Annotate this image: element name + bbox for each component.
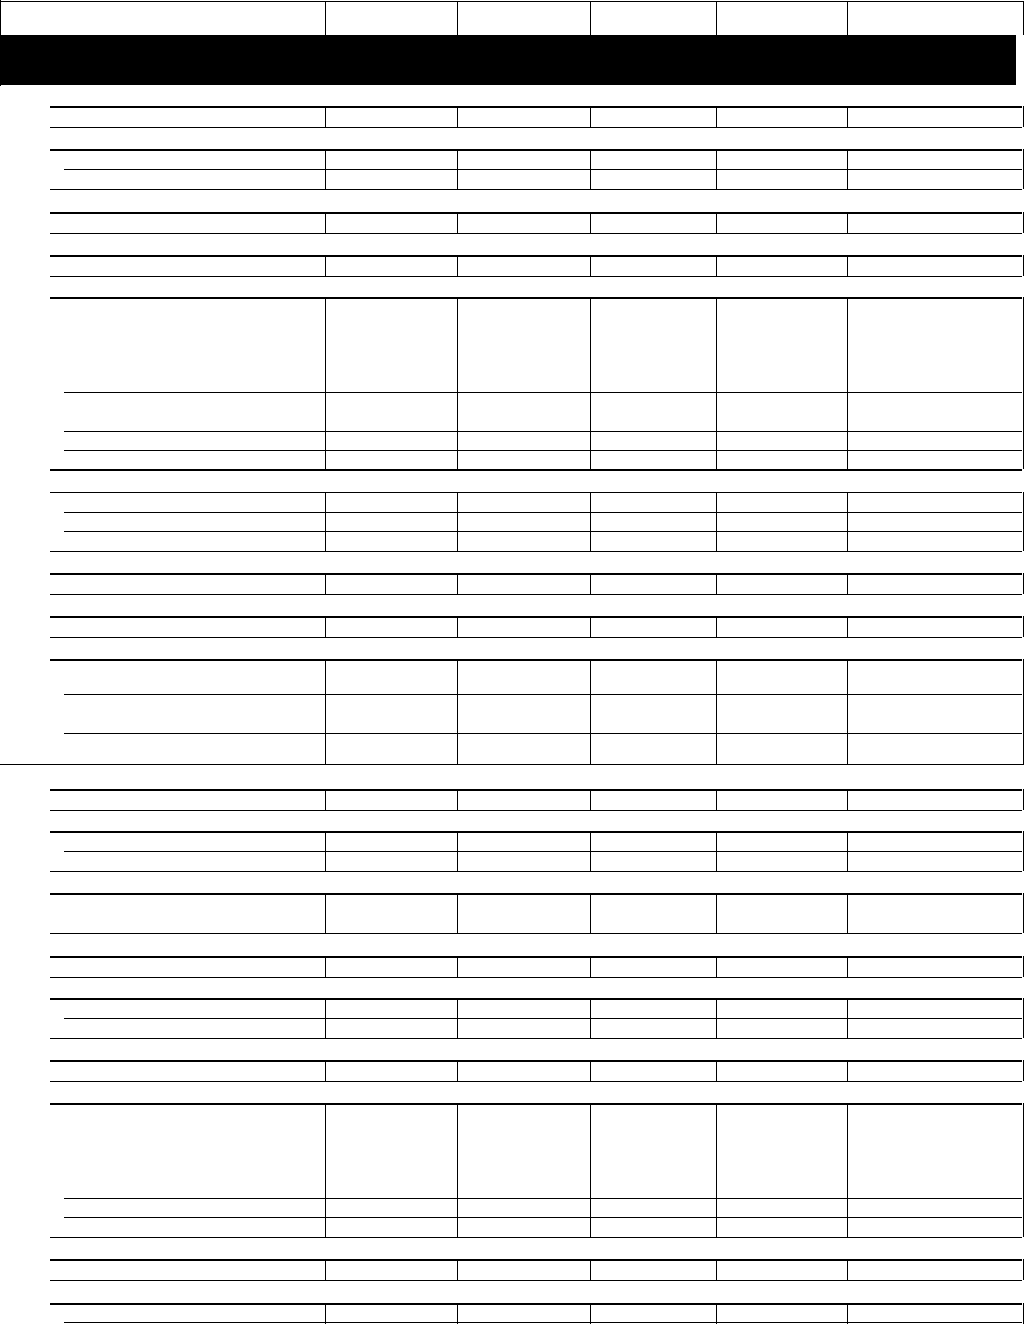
row-rule [50, 831, 1022, 833]
column-divider [847, 212, 848, 233]
column-divider [457, 998, 458, 1038]
column-divider [325, 492, 326, 551]
column-divider [716, 106, 717, 127]
column-divider [847, 789, 848, 810]
row-rule [50, 106, 1022, 108]
column-divider [590, 106, 591, 127]
column-divider [847, 956, 848, 977]
column-divider [716, 1259, 717, 1280]
column-divider [457, 956, 458, 977]
row-rule [50, 871, 1022, 872]
column-divider [716, 998, 717, 1038]
row-rule [50, 637, 1022, 638]
row-rule [50, 616, 1022, 618]
column-divider [590, 573, 591, 594]
column-divider [590, 956, 591, 977]
row-rule [50, 933, 1022, 934]
column-divider [457, 212, 458, 233]
column-divider [716, 1060, 717, 1081]
row-rule [64, 169, 1022, 170]
header-divider [590, 1, 591, 35]
column-divider [325, 255, 326, 276]
column-divider [590, 1103, 591, 1237]
row-rule [50, 212, 1022, 214]
section-title-bar [0, 35, 1016, 85]
row-rule [50, 998, 1022, 1000]
column-divider [847, 1103, 848, 1237]
row-rule [50, 810, 1022, 811]
column-divider [716, 573, 717, 594]
row-rule [64, 531, 1022, 532]
header-divider [847, 1, 848, 35]
row-rule [50, 1060, 1022, 1062]
column-divider [457, 616, 458, 637]
row-rule [64, 1217, 1022, 1218]
row-rule [50, 149, 1022, 151]
column-divider [716, 831, 717, 871]
row-rule [64, 450, 1022, 451]
column-divider [325, 1060, 326, 1081]
row-rule [64, 694, 1022, 695]
row-rule [50, 127, 1022, 128]
column-divider [457, 1303, 458, 1324]
row-rule [50, 189, 1022, 190]
column-divider [325, 1103, 326, 1237]
column-divider [457, 1103, 458, 1237]
row-rule [50, 594, 1022, 595]
row-rule [50, 469, 1022, 471]
row-rule [50, 255, 1022, 257]
column-divider [325, 573, 326, 594]
column-divider [716, 1303, 717, 1324]
row-rule [50, 233, 1022, 234]
column-divider [590, 149, 591, 189]
row-rule [64, 851, 1022, 852]
column-divider [847, 1060, 848, 1081]
column-divider [457, 831, 458, 871]
column-divider [847, 492, 848, 551]
left-border [0, 0, 1, 86]
column-divider [847, 573, 848, 594]
column-divider [457, 659, 458, 764]
row-rule [50, 1259, 1022, 1261]
column-divider [590, 492, 591, 551]
column-divider [325, 616, 326, 637]
column-divider [457, 297, 458, 469]
row-rule [50, 573, 1022, 575]
column-divider [590, 255, 591, 276]
row-rule [50, 1280, 1022, 1281]
column-divider [590, 297, 591, 469]
header-divider [325, 1, 326, 35]
row-rule [50, 1237, 1022, 1238]
column-divider [457, 492, 458, 551]
column-divider [847, 893, 848, 933]
column-divider [590, 616, 591, 637]
column-divider [716, 956, 717, 977]
column-divider [590, 1303, 591, 1324]
column-divider [847, 106, 848, 127]
column-divider [457, 255, 458, 276]
column-divider [457, 573, 458, 594]
column-divider [457, 149, 458, 189]
column-divider [847, 616, 848, 637]
header-divider [716, 1, 717, 35]
column-divider [847, 1303, 848, 1324]
row-rule [50, 1303, 1022, 1305]
row-rule [50, 551, 1022, 552]
column-divider [457, 893, 458, 933]
column-divider [847, 659, 848, 764]
header-divider [457, 1, 458, 35]
row-rule [50, 659, 1022, 661]
row-rule [50, 977, 1022, 978]
row-rule [64, 512, 1022, 513]
column-divider [590, 1259, 591, 1280]
row-rule [64, 392, 1022, 393]
column-divider [590, 998, 591, 1038]
row-rule [50, 1103, 1022, 1105]
column-divider [590, 212, 591, 233]
column-divider [847, 255, 848, 276]
section-divider-rule [0, 764, 1024, 765]
column-divider [325, 212, 326, 233]
column-divider [716, 149, 717, 189]
column-divider [325, 956, 326, 977]
column-divider [590, 831, 591, 871]
column-divider [716, 616, 717, 637]
column-divider [325, 149, 326, 189]
column-divider [847, 1259, 848, 1280]
row-rule [50, 1038, 1022, 1039]
column-divider [716, 893, 717, 933]
column-divider [325, 106, 326, 127]
column-divider [457, 1060, 458, 1081]
column-divider [325, 998, 326, 1038]
column-divider [716, 659, 717, 764]
column-divider [590, 789, 591, 810]
column-divider [457, 789, 458, 810]
row-rule [50, 492, 1022, 493]
row-rule [64, 431, 1022, 432]
row-rule [50, 276, 1022, 277]
column-divider [325, 1259, 326, 1280]
column-divider [716, 1103, 717, 1237]
column-divider [457, 1259, 458, 1280]
row-rule [64, 733, 1022, 734]
row-rule [64, 1322, 1022, 1323]
column-divider [325, 1303, 326, 1324]
column-divider [590, 1060, 591, 1081]
row-rule [50, 1081, 1022, 1082]
column-divider [847, 831, 848, 871]
column-divider [716, 789, 717, 810]
column-divider [716, 492, 717, 551]
row-rule [64, 1018, 1022, 1019]
row-rule [50, 297, 1022, 299]
column-divider [457, 106, 458, 127]
column-divider [847, 149, 848, 189]
header-top-rule [0, 1, 1024, 2]
row-rule [50, 956, 1022, 958]
column-divider [325, 297, 326, 469]
row-rule [50, 893, 1022, 895]
column-divider [325, 893, 326, 933]
column-divider [325, 831, 326, 871]
column-divider [325, 789, 326, 810]
column-divider [590, 893, 591, 933]
column-divider [847, 297, 848, 469]
column-divider [325, 659, 326, 764]
column-divider [847, 998, 848, 1038]
column-divider [716, 297, 717, 469]
row-rule [50, 789, 1022, 791]
column-divider [716, 255, 717, 276]
column-divider [590, 659, 591, 764]
row-rule [64, 1198, 1022, 1199]
column-divider [716, 212, 717, 233]
